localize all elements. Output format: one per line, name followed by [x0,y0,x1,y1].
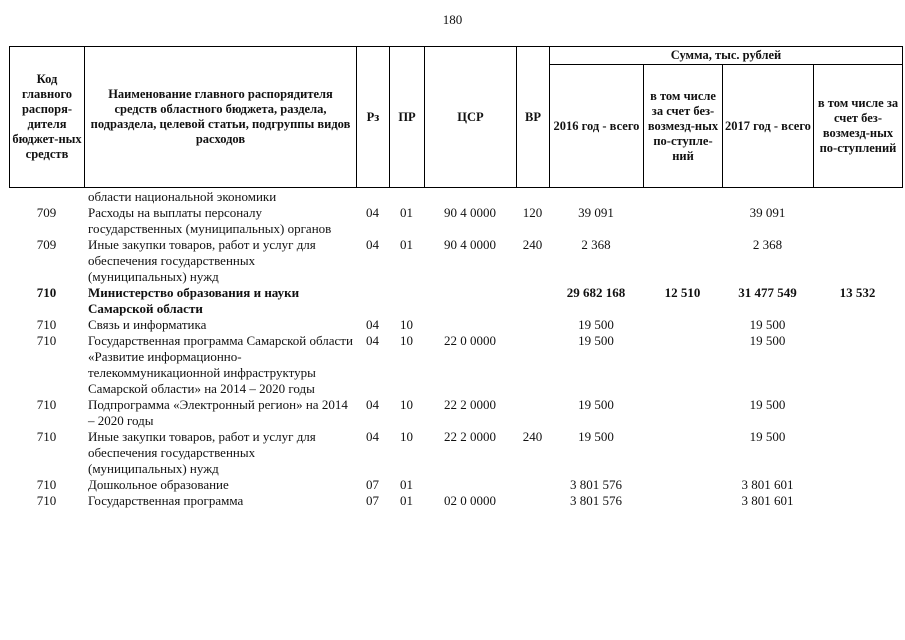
row-vr: 240 [522,429,543,444]
row-vr [516,285,549,317]
row-code: 710 [36,493,57,508]
header-pr: ПР [390,47,425,188]
row-rz: 07 [366,493,379,508]
row-rz: 04 [366,237,379,252]
row-csr: 90 4 0000 [444,237,496,252]
row-2016-total: 2 368 [581,237,611,252]
row-vr [516,189,549,205]
row-csr [424,477,516,493]
row-pr: 01 [400,493,413,508]
row-code: 710 [36,333,57,348]
page-number: 180 [442,12,463,27]
table-row [9,493,902,509]
row-csr [424,189,516,205]
row-code: 710 [36,477,57,492]
row-code: 710 [36,317,57,332]
row-csr: 02 0 0000 [444,493,496,508]
header-code: Код главного распоря-дителя бюджет-ных средств [10,47,85,188]
row-code: 709 [36,205,57,220]
row-vr: 240 [522,237,543,252]
row-2016-total: 19 500 [578,317,614,332]
row-2016-free [643,189,722,205]
row-2017-total: 39 091 [749,205,786,220]
row-2016-free [643,397,722,429]
table-row [9,429,902,477]
row-code: 710 [36,397,57,412]
row-2017-free [813,237,902,285]
row-name: Иные закупки товаров, работ и услуг для обеспечения государственных (муниципальных) нужд [88,429,316,476]
row-2017-total: 19 500 [749,333,786,348]
row-code [9,189,84,205]
row-rz: 07 [366,477,379,492]
row-2017-free [813,189,902,205]
row-name: Дошкольное образование [88,477,229,492]
row-name: Связь и информатика [88,317,207,332]
row-rz [356,189,389,205]
table-row [9,477,902,493]
row-rz: 04 [366,205,379,220]
row-csr [424,285,516,317]
row-name: Государственная программа [88,493,244,508]
row-2017-free: 13 532 [839,285,876,300]
row-2017-free [813,333,902,397]
row-2017-free [813,205,902,237]
row-pr [389,189,424,205]
row-2016-total: 39 091 [578,205,614,220]
row-rz: 04 [366,317,379,332]
row-name: Расходы на выплаты персоналу государственных (муниципальных) органов [88,205,332,236]
row-2016-free: 12 510 [664,285,701,300]
row-csr: 22 2 0000 [444,397,496,412]
row-rz: 04 [366,333,379,348]
header-csr: ЦСР [425,47,517,188]
row-2017-total: 19 500 [749,317,786,332]
header-sum: Сумма, тыс. рублей [550,47,903,65]
row-2017-total: 3 801 601 [741,493,794,508]
row-pr [389,285,424,317]
row-2016-free [643,493,722,509]
row-2016-total: 19 500 [578,397,614,412]
row-name: Подпрограмма «Электронный регион» на 2014 – 2020 годы [88,397,348,428]
table-row [9,189,902,205]
row-2017-free [813,397,902,429]
table-row [9,205,902,237]
row-name: Министерство образования и науки Самарской области [88,285,300,316]
row-pr: 10 [400,333,413,348]
header-2016-free: в том числе за счет без-возмезд-ных по-ступле-ний [644,65,723,188]
row-vr [516,493,549,509]
header-name: Наименование главного распорядителя средств областного бюджета, раздела, подраздела, целевой статьи, подгруппы видов расходов [85,47,357,188]
row-2016-total: 19 500 [578,429,614,444]
row-csr: 90 4 0000 [444,205,496,220]
header-2016-total: 2016 год - всего [550,65,644,188]
header-rz: Рз [357,47,390,188]
row-2017-total: 19 500 [749,397,786,412]
row-2016-total: 29 682 168 [566,285,626,300]
header-vr: ВР [517,47,550,188]
row-pr: 01 [400,237,413,252]
row-2016-total: 3 801 576 [570,493,622,508]
row-2016-free [643,333,722,397]
row-2017-free [813,493,902,509]
row-2016-free [643,477,722,493]
header-2017-total: 2017 год - всего [723,65,814,188]
row-2017-free [813,429,902,477]
row-vr: 120 [522,205,543,220]
table-row [9,237,902,285]
budget-table [9,189,902,509]
row-vr [516,333,549,397]
row-code: 710 [36,429,57,444]
row-2016-free [643,317,722,333]
row-2016-free [643,429,722,477]
row-vr [516,317,549,333]
row-pr: 01 [400,205,413,220]
row-rz: 04 [366,397,379,412]
row-2017-total: 2 368 [752,237,783,252]
row-2017-total [722,189,813,205]
row-2016-free [643,237,722,285]
table-row [9,333,902,397]
row-pr: 10 [400,397,413,412]
table-row [9,397,902,429]
row-2016-total [549,189,643,205]
row-csr: 22 2 0000 [444,429,496,444]
table-row [9,285,902,317]
row-2016-free [643,205,722,237]
row-vr [516,477,549,493]
row-name: Государственная программа Самарской области «Развитие информационно-телекоммуникационной инфраструктуры Самарской области» на 2014 – 2020 годы [88,333,353,396]
row-pr: 10 [400,317,413,332]
row-2017-free [813,317,902,333]
row-csr: 22 0 0000 [444,333,496,348]
row-rz [356,285,389,317]
header-2017-free: в том числе за счет без-возмезд-ных по-ступлений [814,65,903,188]
table-header [9,46,903,188]
row-pr: 10 [400,429,413,444]
row-rz: 04 [366,429,379,444]
row-name: Иные закупки товаров, работ и услуг для обеспечения государственных (муниципальных) нужд [88,237,316,284]
row-pr: 01 [400,477,413,492]
row-vr [516,397,549,429]
row-code: 709 [36,237,57,252]
row-code: 710 [36,285,57,300]
row-2017-free [813,477,902,493]
row-2017-total: 31 477 549 [738,285,797,300]
row-2016-total: 19 500 [578,333,614,348]
row-2016-total: 3 801 576 [570,477,622,492]
row-2017-total: 19 500 [749,429,786,444]
row-name: области национальной экономики [88,189,277,204]
table-row [9,317,902,333]
row-csr [424,317,516,333]
row-2017-total: 3 801 601 [741,477,794,492]
